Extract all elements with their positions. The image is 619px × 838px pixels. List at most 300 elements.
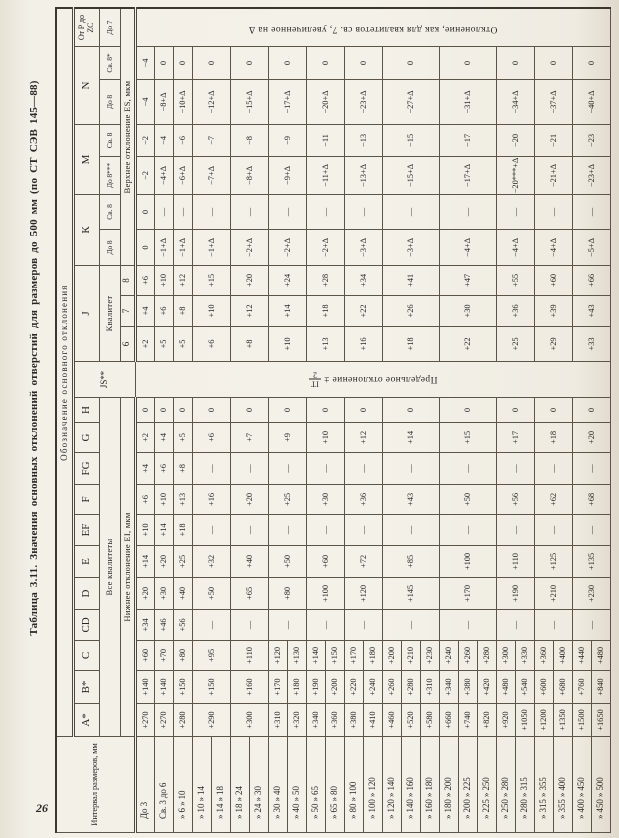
value-cell: 0 xyxy=(534,398,572,423)
value-cell: +8 xyxy=(173,296,192,327)
value-cell: −7 xyxy=(192,125,230,157)
all-grades-header: Все квалитеты xyxy=(99,398,120,737)
value-cell: +8 xyxy=(230,327,268,362)
value-cell: +270 xyxy=(154,704,173,737)
value-cell: +280 xyxy=(401,671,420,704)
value-cell: +34 xyxy=(135,610,154,641)
value-cell: +10 xyxy=(306,423,344,453)
it-over-2-fraction: IT 2 xyxy=(310,371,319,389)
size-row-label: » 24 » 30 xyxy=(249,737,268,833)
value-cell: −9 xyxy=(268,125,306,157)
value-cell: +320 xyxy=(287,704,306,737)
j-grade-7: 7 xyxy=(120,296,135,327)
col-header-e: Е xyxy=(73,546,99,578)
dash-cell: — xyxy=(192,515,230,546)
value-cell: 0 xyxy=(173,398,192,423)
value-cell: +140 xyxy=(154,671,173,704)
table-row xyxy=(572,8,591,832)
value-cell: +20 xyxy=(230,266,268,296)
value-cell: 0 xyxy=(154,47,173,80)
value-cell: +290 xyxy=(192,704,230,737)
value-cell: +40 xyxy=(173,578,192,610)
value-cell: +1650 xyxy=(591,704,610,737)
dash-cell: — xyxy=(268,610,306,641)
size-row-label: » 450 » 500 xyxy=(591,737,610,833)
value-cell: −15+Δ xyxy=(230,80,268,125)
value-cell: +20 xyxy=(572,423,610,453)
value-cell: +36 xyxy=(344,485,382,515)
value-cell: +10 xyxy=(154,266,173,296)
value-cell: +280 xyxy=(477,641,496,671)
value-cell: +200 xyxy=(325,671,344,704)
value-cell: 0 xyxy=(154,398,173,423)
js-note-cell xyxy=(135,362,610,398)
value-cell: 0 xyxy=(496,398,534,423)
value-cell: +13 xyxy=(306,327,344,362)
value-cell: 0 xyxy=(135,230,154,266)
dash-cell: — xyxy=(154,195,173,230)
value-cell: −21 xyxy=(534,125,572,157)
js-note-text: Предельное отклонение ± xyxy=(323,374,437,385)
value-cell: +380 xyxy=(458,671,477,704)
value-cell: −2+Δ xyxy=(268,230,306,266)
value-cell: −11 xyxy=(306,125,344,157)
p-zc-note-text: Отклонение, как для квалитетов св. 7, увеличенное на Δ xyxy=(248,23,498,34)
value-cell: −1+Δ xyxy=(192,230,230,266)
table-row xyxy=(344,8,363,832)
value-cell: −12+Δ xyxy=(192,80,230,125)
value-cell: +260 xyxy=(458,641,477,671)
table-row xyxy=(192,8,211,832)
value-cell: +60 xyxy=(534,266,572,296)
value-cell: +46 xyxy=(154,610,173,641)
dash-cell: — xyxy=(344,453,382,485)
value-cell: +18 xyxy=(382,327,439,362)
size-row-label: Св. 3 до 6 xyxy=(154,737,173,833)
size-row-label: » 280 » 315 xyxy=(515,737,534,833)
value-cell: +130 xyxy=(287,641,306,671)
value-cell: +240 xyxy=(363,671,382,704)
table-row xyxy=(135,8,154,832)
value-cell: +60 xyxy=(306,546,344,578)
value-cell: −4+Δ xyxy=(534,230,572,266)
value-cell: +28 xyxy=(306,266,344,296)
value-cell: +43 xyxy=(572,296,610,327)
dash-cell: — xyxy=(173,195,192,230)
value-cell: 0 xyxy=(173,47,192,80)
value-cell: +62 xyxy=(534,485,572,515)
size-column-header: Интервал размеров, мм xyxy=(56,737,135,833)
dash-cell: — xyxy=(496,610,534,641)
value-cell: +600 xyxy=(534,671,553,704)
value-cell: −2+Δ xyxy=(230,230,268,266)
value-cell: +13 xyxy=(173,485,192,515)
value-cell: +10 xyxy=(192,296,230,327)
value-cell: +20 xyxy=(135,578,154,610)
value-cell: +16 xyxy=(344,327,382,362)
value-cell: +740 xyxy=(458,704,477,737)
value-cell: −34+Δ xyxy=(496,80,534,125)
value-cell: −2 xyxy=(135,125,154,157)
value-cell: +6 xyxy=(192,327,230,362)
value-cell: +170 xyxy=(344,641,363,671)
dash-cell: — xyxy=(534,195,572,230)
value-cell: −10+Δ xyxy=(173,80,192,125)
value-cell: +110 xyxy=(496,546,534,578)
value-cell: +2 xyxy=(135,327,154,362)
value-cell: +310 xyxy=(268,704,287,737)
value-cell: +110 xyxy=(230,641,268,671)
value-cell: +6 xyxy=(154,296,173,327)
size-row-label: » 400 » 450 xyxy=(572,737,591,833)
m-sub-sv8: Св. 8 xyxy=(99,125,120,157)
value-cell: +660 xyxy=(439,704,458,737)
table-row xyxy=(173,8,192,832)
value-cell: 0 xyxy=(439,398,496,423)
dash-cell: — xyxy=(382,195,439,230)
value-cell: +520 xyxy=(401,704,420,737)
value-cell: +32 xyxy=(192,546,230,578)
value-cell: 0 xyxy=(572,47,610,80)
size-row-label: » 140 » 160 xyxy=(401,737,420,833)
value-cell: +190 xyxy=(306,671,325,704)
dash-cell: — xyxy=(344,195,382,230)
value-cell: −17+Δ xyxy=(439,157,496,195)
size-row-label: » 200 » 225 xyxy=(458,737,477,833)
value-cell: +170 xyxy=(439,578,496,610)
col-header-fg: FG xyxy=(73,453,99,485)
value-cell: +50 xyxy=(439,485,496,515)
value-cell: +15 xyxy=(192,266,230,296)
size-row-label: » 10 » 14 xyxy=(192,737,211,833)
value-cell: −23+Δ xyxy=(572,157,610,195)
value-cell: +25 xyxy=(496,327,534,362)
value-cell: −4 xyxy=(135,80,154,125)
value-cell: +80 xyxy=(268,578,306,610)
value-cell: −4 xyxy=(154,125,173,157)
col-header-j: J xyxy=(73,266,99,362)
value-cell: −5+Δ xyxy=(572,230,610,266)
designation-header: Обозначение основного отклонения xyxy=(56,8,73,736)
col-header-js: JS** xyxy=(73,362,135,398)
value-cell: +15 xyxy=(439,423,496,453)
value-cell: +66 xyxy=(572,266,610,296)
size-row-label: » 355 » 400 xyxy=(553,737,572,833)
value-cell: +30 xyxy=(154,578,173,610)
value-cell: 0 xyxy=(135,195,154,230)
table-body xyxy=(135,8,610,832)
value-cell: +7 xyxy=(230,423,268,453)
col-header-c: С xyxy=(73,641,99,671)
size-row-label: » 14 » 18 xyxy=(211,737,230,833)
j-grade-8: 8 xyxy=(120,266,135,296)
value-cell: +24 xyxy=(268,266,306,296)
dash-cell: — xyxy=(439,195,496,230)
table-row xyxy=(382,8,401,832)
value-cell: −23 xyxy=(572,125,610,157)
value-cell: −8+Δ xyxy=(230,157,268,195)
lower-deviation-header: Нижнее отклонение EI, мкм xyxy=(120,398,135,737)
value-cell: +30 xyxy=(306,485,344,515)
value-cell: +680 xyxy=(553,671,572,704)
value-cell: +14 xyxy=(268,296,306,327)
value-cell: +12 xyxy=(344,423,382,453)
value-cell: +460 xyxy=(382,704,401,737)
dash-cell: — xyxy=(572,515,610,546)
value-cell: +50 xyxy=(192,578,230,610)
value-cell: +150 xyxy=(173,671,192,704)
value-cell: +25 xyxy=(268,485,306,515)
value-cell: +2 xyxy=(135,423,154,453)
zc-sub-do7: До 7 xyxy=(99,8,120,46)
dash-cell: — xyxy=(496,515,534,546)
value-cell: +6 xyxy=(192,423,230,453)
value-cell: +1050 xyxy=(515,704,534,737)
value-cell: −1+Δ xyxy=(154,230,173,266)
size-row-label: » 120 » 140 xyxy=(382,737,401,833)
value-cell: −20 xyxy=(496,125,534,157)
dash-cell: — xyxy=(344,610,382,641)
table-row xyxy=(306,8,325,832)
value-cell: −15 xyxy=(382,125,439,157)
value-cell: +150 xyxy=(192,671,230,704)
value-cell: +39 xyxy=(534,296,572,327)
dash-cell: — xyxy=(439,453,496,485)
dash-cell: — xyxy=(268,453,306,485)
p-zc-note-cell xyxy=(135,8,610,46)
dash-cell: — xyxy=(230,453,268,485)
value-cell: +4 xyxy=(135,453,154,485)
value-cell: −15+Δ xyxy=(382,157,439,195)
value-cell: +10 xyxy=(135,515,154,546)
value-cell: +340 xyxy=(439,671,458,704)
value-cell: +100 xyxy=(306,578,344,610)
value-cell: +340 xyxy=(306,704,325,737)
value-cell: −13+Δ xyxy=(344,157,382,195)
value-cell: +33 xyxy=(572,327,610,362)
size-row-label: » 250 » 280 xyxy=(496,737,515,833)
dash-cell: — xyxy=(382,515,439,546)
dash-cell: — xyxy=(572,195,610,230)
value-cell: +30 xyxy=(439,296,496,327)
size-row-label: » 18 » 24 xyxy=(230,737,249,833)
value-cell: +330 xyxy=(515,641,534,671)
value-cell: +540 xyxy=(515,671,534,704)
size-row-label: » 65 » 80 xyxy=(325,737,344,833)
value-cell: −4 xyxy=(135,47,154,80)
table-row xyxy=(439,8,458,832)
value-cell: 0 xyxy=(572,398,610,423)
value-cell: +220 xyxy=(344,671,363,704)
value-cell: +360 xyxy=(534,641,553,671)
value-cell: +920 xyxy=(496,704,515,737)
value-cell: +820 xyxy=(477,704,496,737)
value-cell: 0 xyxy=(534,47,572,80)
col-header-h: Н xyxy=(73,398,99,423)
dash-cell: — xyxy=(306,610,344,641)
value-cell: +12 xyxy=(230,296,268,327)
value-cell: +4 xyxy=(135,296,154,327)
value-cell: +56 xyxy=(173,610,192,641)
value-cell: +120 xyxy=(268,641,287,671)
value-cell: +580 xyxy=(420,704,439,737)
dash-cell: — xyxy=(439,515,496,546)
value-cell: 0 xyxy=(268,47,306,80)
value-cell: −7+Δ xyxy=(192,157,230,195)
value-cell: +47 xyxy=(439,266,496,296)
value-cell: +80 xyxy=(173,641,192,671)
value-cell: −11+Δ xyxy=(306,157,344,195)
value-cell: +210 xyxy=(401,641,420,671)
value-cell: −3+Δ xyxy=(382,230,439,266)
dash-cell: — xyxy=(192,610,230,641)
value-cell: +6 xyxy=(135,266,154,296)
value-cell: +14 xyxy=(154,515,173,546)
js-note xyxy=(138,371,608,388)
value-cell: +410 xyxy=(363,704,382,737)
value-cell: +145 xyxy=(382,578,439,610)
value-cell: +120 xyxy=(344,578,382,610)
value-cell: +180 xyxy=(287,671,306,704)
value-cell: −20***+Δ xyxy=(496,157,534,195)
value-cell: +95 xyxy=(192,641,230,671)
value-cell: +22 xyxy=(344,296,382,327)
value-cell: −20+Δ xyxy=(306,80,344,125)
value-cell: 0 xyxy=(192,47,230,80)
value-cell: +25 xyxy=(173,546,192,578)
value-cell: +56 xyxy=(496,485,534,515)
value-cell: 0 xyxy=(268,398,306,423)
value-cell: +360 xyxy=(325,704,344,737)
value-cell: +100 xyxy=(439,546,496,578)
value-cell: −9+Δ xyxy=(268,157,306,195)
value-cell: +22 xyxy=(439,327,496,362)
dash-cell: — xyxy=(268,195,306,230)
size-row-label: » 225 » 250 xyxy=(477,737,496,833)
size-row-label: » 50 » 65 xyxy=(306,737,325,833)
value-cell: +1200 xyxy=(534,704,553,737)
m-sub-do8: До 8*** xyxy=(99,157,120,195)
value-cell: −4+Δ xyxy=(439,230,496,266)
value-cell: −4+Δ xyxy=(496,230,534,266)
value-cell: +72 xyxy=(344,546,382,578)
table-row xyxy=(268,8,287,832)
j-grade-6: 6 xyxy=(120,327,135,362)
value-cell: −40+Δ xyxy=(572,80,610,125)
p-zc-note xyxy=(138,23,608,33)
value-cell: +6 xyxy=(135,485,154,515)
tolerance-table xyxy=(55,7,611,833)
value-cell: −6 xyxy=(173,125,192,157)
dash-cell: — xyxy=(268,515,306,546)
dash-cell: — xyxy=(534,610,572,641)
value-cell: +280 xyxy=(173,704,192,737)
value-cell: +43 xyxy=(382,485,439,515)
value-cell: +170 xyxy=(268,671,287,704)
col-header-p-zc: От Р до ZC xyxy=(73,8,99,46)
value-cell: −37+Δ xyxy=(534,80,572,125)
value-cell: +760 xyxy=(572,671,591,704)
value-cell: +440 xyxy=(572,641,591,671)
col-header-cd: CD xyxy=(73,610,99,641)
value-cell: +10 xyxy=(154,485,173,515)
col-header-g: G xyxy=(73,423,99,453)
value-cell: +270 xyxy=(135,704,154,737)
size-row-label: » 315 » 355 xyxy=(534,737,553,833)
value-cell: 0 xyxy=(344,47,382,80)
col-header-a: А* xyxy=(73,704,99,737)
value-cell: +26 xyxy=(382,296,439,327)
value-cell: 0 xyxy=(230,47,268,80)
value-cell: +18 xyxy=(173,515,192,546)
dash-cell: — xyxy=(382,610,439,641)
size-row-label: » 40 » 50 xyxy=(287,737,306,833)
grade-header: Квалитет xyxy=(99,266,120,362)
value-cell: +400 xyxy=(553,641,572,671)
value-cell: +85 xyxy=(382,546,439,578)
value-cell: −31+Δ xyxy=(439,80,496,125)
value-cell: +41 xyxy=(382,266,439,296)
value-cell: +230 xyxy=(420,641,439,671)
dash-cell: — xyxy=(496,453,534,485)
value-cell: +5 xyxy=(154,327,173,362)
value-cell: +20 xyxy=(230,485,268,515)
k-sub-sv8: Св. 8 xyxy=(99,195,120,230)
value-cell: +230 xyxy=(572,578,610,610)
value-cell: −4+Δ xyxy=(154,157,173,195)
value-cell: 0 xyxy=(496,47,534,80)
table-row xyxy=(496,8,515,832)
value-cell: +68 xyxy=(572,485,610,515)
value-cell: 0 xyxy=(192,398,230,423)
value-cell: +5 xyxy=(173,327,192,362)
value-cell: +150 xyxy=(325,641,344,671)
value-cell: 0 xyxy=(344,398,382,423)
value-cell: −2 xyxy=(135,157,154,195)
value-cell: +210 xyxy=(534,578,572,610)
value-cell: +29 xyxy=(534,327,572,362)
value-cell: −23+Δ xyxy=(344,80,382,125)
page-title: Таблица 3.11. Значения основных отклонений отверстий для размеров до 500 мм (по СТ СЭВ 145—88) xyxy=(28,80,40,636)
value-cell: −17 xyxy=(439,125,496,157)
value-cell: +50 xyxy=(268,546,306,578)
value-cell: +240 xyxy=(439,641,458,671)
value-cell: +5 xyxy=(173,423,192,453)
size-row-label: » 180 » 200 xyxy=(439,737,458,833)
value-cell: +55 xyxy=(496,266,534,296)
value-cell: +190 xyxy=(496,578,534,610)
value-cell: 0 xyxy=(382,47,439,80)
size-row-label: » 30 » 40 xyxy=(268,737,287,833)
dash-cell: — xyxy=(496,195,534,230)
col-header-b: В* xyxy=(73,671,99,704)
dash-cell: — xyxy=(192,453,230,485)
dash-cell: — xyxy=(534,515,572,546)
value-cell: +1500 xyxy=(572,704,591,737)
dash-cell: — xyxy=(344,515,382,546)
value-cell: 0 xyxy=(135,398,154,423)
value-cell: −17+Δ xyxy=(268,80,306,125)
dash-cell: — xyxy=(230,195,268,230)
n-sub-do8: До 8 xyxy=(99,80,120,125)
value-cell: +40 xyxy=(230,546,268,578)
value-cell: +17 xyxy=(496,423,534,453)
value-cell: −2+Δ xyxy=(306,230,344,266)
value-cell: +8 xyxy=(173,453,192,485)
dash-cell: — xyxy=(306,195,344,230)
dash-cell: — xyxy=(572,453,610,485)
value-cell: +140 xyxy=(306,641,325,671)
